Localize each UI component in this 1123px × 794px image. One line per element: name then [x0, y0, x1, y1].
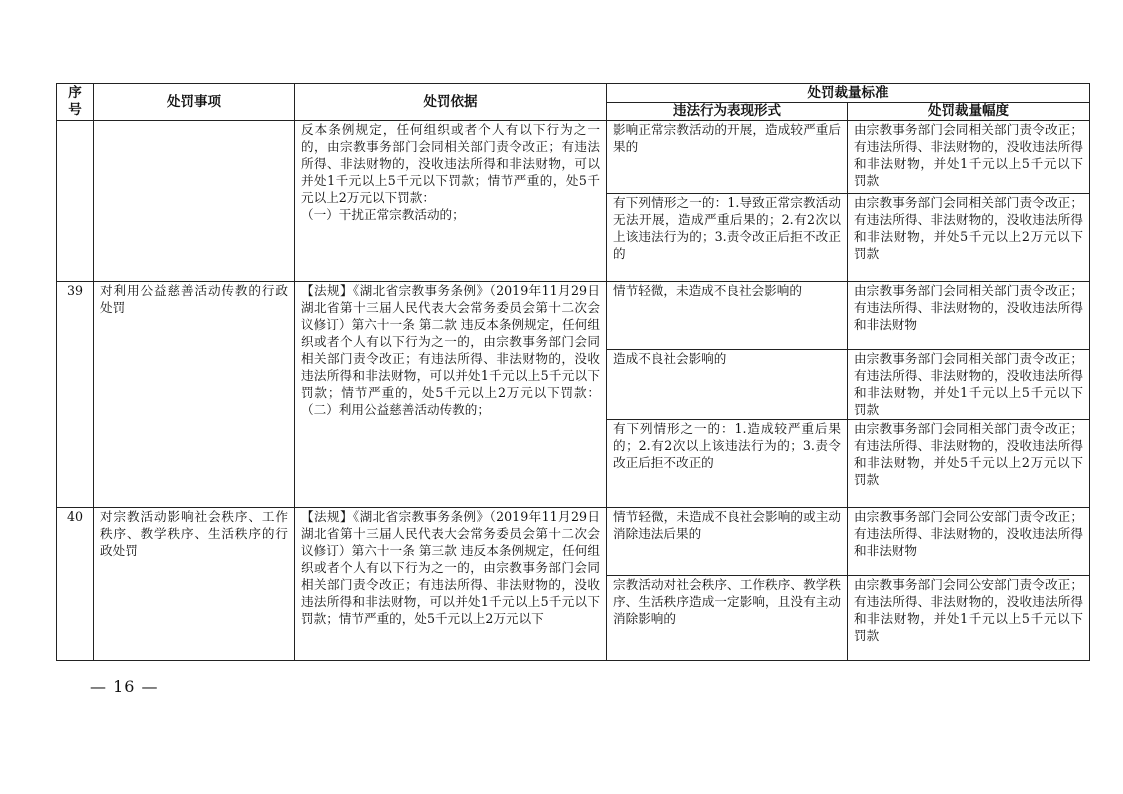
level-range: 由宗教事务部门会同相关部门责令改正；有违法所得、非法财物的，没收违法所得和非法财物，并处1千元以上5千元以下罚款: [848, 350, 1090, 420]
header-index: 序 号: [57, 84, 94, 121]
table-row: [57, 508, 1090, 576]
row-basis: 【法规】《湖北省宗教事务条例》（2019年11月29日湖北省第十三届人民代表大会常务委员会第十二次会议修订）第六十一条 第三款 违反本条例规定，任何组织或者个人有以下行为之一的，由宗教事务部门会同相关部门责令改正；有违法所得、非法财物的，没收违法所得和非法财物，可以并处1千元以上5千元以下罚款；情节严重的，处5千元以上2万元以下: [295, 508, 607, 661]
level-behavior: 有下列情形之一的：1.导致正常宗教活动无法开展，造成严重后果的；2.有2次以上该违法行为的；3.责令改正后拒不改正的: [607, 194, 848, 282]
level-behavior: 情节轻微，未造成不良社会影响的或主动消除违法后果的: [607, 508, 848, 576]
header-basis: 处罚依据: [295, 84, 607, 121]
row-item: [94, 121, 295, 282]
level-range: 由宗教事务部门会同公安部门责令改正；有违法所得、非法财物的，没收违法所得和非法财物，并处1千元以上5千元以下罚款: [848, 576, 1090, 661]
level-range: 由宗教事务部门会同相关部门责令改正；有违法所得、非法财物的，没收违法所得和非法财物，并处5千元以上2万元以下罚款: [848, 194, 1090, 282]
level-behavior: 影响正常宗教活动的开展，造成较严重后果的: [607, 121, 848, 194]
level-range: 由宗教事务部门会同公安部门责令改正；有违法所得、非法财物的，没收违法所得和非法财物: [848, 508, 1090, 576]
header-item: 处罚事项: [94, 84, 295, 121]
table-row: [57, 282, 1090, 350]
row-basis: 反本条例规定，任何组织或者个人有以下行为之一的，由宗教事务部门会同相关部门责令改正；有违法所得、非法财物的，没收违法所得和非法财物，可以并处1千元以上5千元以下罚款；情节严重的，处5千元以上2万元以下罚款： （一）干扰正常宗教活动的；: [295, 121, 607, 282]
level-range: 由宗教事务部门会同相关部门责令改正；有违法所得、非法财物的，没收违法所得和非法财物: [848, 282, 1090, 350]
table-row: [57, 121, 1090, 194]
header-standard: 处罚裁量标准: [607, 84, 1090, 103]
penalty-table: [56, 83, 1090, 661]
level-behavior: 有下列情形之一的：1.造成较严重后果的；2.有2次以上该违法行为的；3.责令改正后拒不改正的: [607, 420, 848, 508]
row-index: [57, 121, 94, 282]
header-behavior: 违法行为表现形式: [607, 103, 848, 121]
level-behavior: 情节轻微，未造成不良社会影响的: [607, 282, 848, 350]
row-basis: 【法规】《湖北省宗教事务条例》（2019年11月29日湖北省第十三届人民代表大会常务委员会第十二次会议修订）第六十一条 第二款 违反本条例规定，任何组织或者个人有以下行为之一的，由宗教事务部门会同相关部门责令改正；有违法所得、非法财物的，没收违法所得和非法财物，可以并处1千元以上5千元以下罚款；情节严重的，处5千元以上2万元以下罚款：（二）利用公益慈善活动传教的；: [295, 282, 607, 508]
row-index: 40: [57, 508, 94, 661]
row-item: 对利用公益慈善活动传教的行政处罚: [94, 282, 295, 508]
level-range: 由宗教事务部门会同相关部门责令改正；有违法所得、非法财物的，没收违法所得和非法财物，并处5千元以上2万元以下罚款: [848, 420, 1090, 508]
header-range: 处罚裁量幅度: [848, 103, 1090, 121]
level-behavior: 宗教活动对社会秩序、工作秩序、教学秩序、生活秩序造成一定影响，且没有主动消除影响的: [607, 576, 848, 661]
level-behavior: 造成不良社会影响的: [607, 350, 848, 420]
row-item: 对宗教活动影响社会秩序、工作秩序、教学秩序、生活秩序的行政处罚: [94, 508, 295, 661]
level-range: 由宗教事务部门会同相关部门责令改正；有违法所得、非法财物的，没收违法所得和非法财物，并处1千元以上5千元以下罚款: [848, 121, 1090, 194]
row-index: 39: [57, 282, 94, 508]
page-number: — 16 —: [90, 677, 159, 696]
